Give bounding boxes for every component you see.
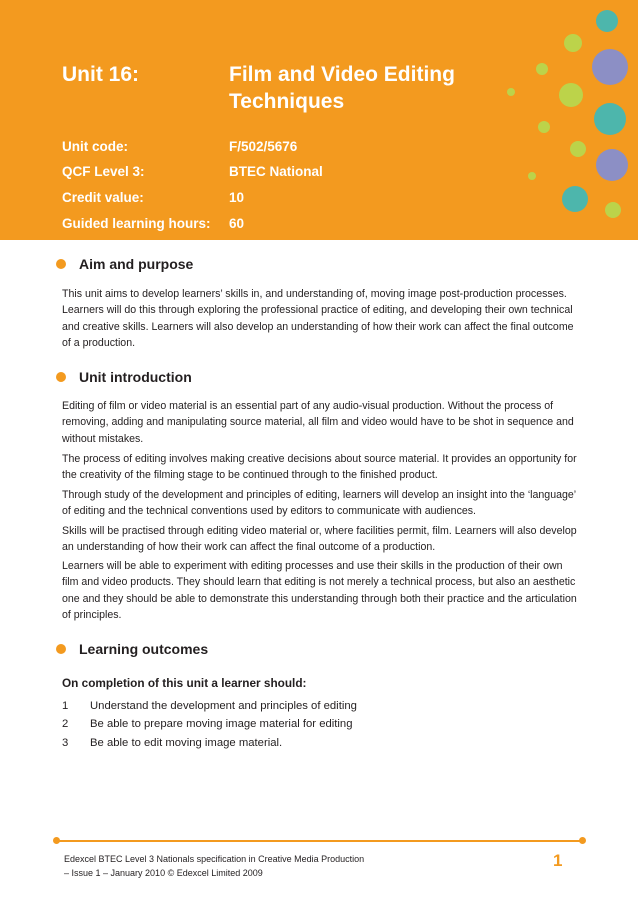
bullet-icon (56, 644, 66, 654)
outcome-number: 3 (62, 737, 69, 749)
decor-dot (592, 49, 628, 85)
decor-dot (507, 88, 515, 96)
intro-paragraph-3: Through study of the development and principles of editing, learners will develop an insight into the ‘language’ of editing and the technical conventions used by editors to communicate with audiences. (62, 489, 576, 518)
guided-hours-label: Guided learning hours: (62, 216, 211, 231)
guided-hours-value: 60 (229, 216, 245, 231)
decor-dot (559, 83, 583, 107)
outcome-item (62, 737, 282, 749)
outcomes-lead: On completion of this unit a learner should: (62, 676, 307, 690)
unit-number: Unit 16: (62, 63, 140, 86)
footer-line-2: – Issue 1 – January 2010 © Edexcel Limited 2009 (64, 868, 263, 878)
credit-value-value: 10 (229, 190, 245, 205)
intro-heading-text: Unit introduction (79, 369, 192, 385)
unit-code-label: Unit code: (62, 139, 128, 154)
aim-text: This unit aims to develop learners’ skills in, and understanding of, moving image post-production processes. Learners will do this through exploring the professional practice of editing, and developing their own technical and creative skills. Learners will also develop an understanding of how their work can affect the final outcome of a production. (62, 288, 574, 350)
qcf-level-label: QCF Level 3: (62, 164, 145, 179)
footer-dot-right (579, 837, 586, 844)
qcf-level-value: BTEC National (229, 164, 323, 179)
outcome-item (62, 718, 352, 730)
decor-dot (564, 34, 582, 52)
unit-code-value: F/502/5676 (229, 139, 298, 154)
bullet-icon (56, 372, 66, 382)
unit-title-line-2: Techniques (229, 90, 345, 113)
outcome-number: 1 (62, 700, 69, 712)
intro-paragraph-2: The process of editing involves making creative decisions about source material. It provides an opportunity for the creativity of the filming stage to be continued through to the finished product. (62, 453, 577, 482)
outcome-number: 2 (62, 718, 69, 730)
outcomes-heading (56, 641, 208, 657)
aim-heading (56, 256, 193, 272)
decor-dot (536, 63, 548, 75)
footer-divider (57, 840, 582, 842)
outcome-text: Understand the development and principles of editing (90, 700, 357, 712)
decor-dot (594, 103, 626, 135)
intro-paragraph-5: Learners will be able to experiment with editing processes and use their skills in the production of their own film and video products. They should learn that editing is not merely a technical process, but also an aesthetic one and they should be able to demonstrate this understanding through both their practice and the articulation of principles. (62, 560, 577, 622)
footer-dot-left (53, 837, 60, 844)
bullet-icon (56, 259, 66, 269)
intro-heading (56, 369, 192, 385)
outcomes-heading-text: Learning outcomes (79, 641, 209, 657)
page-number: 1 (553, 851, 563, 870)
aim-heading-text: Aim and purpose (79, 256, 194, 272)
footer-text (64, 852, 364, 880)
footer-line-1: Edexcel BTEC Level 3 Nationals specification in Creative Media Production (64, 854, 365, 864)
outcome-text: Be able to edit moving image material. (90, 737, 283, 749)
decor-dot (596, 10, 618, 32)
intro-paragraph-1: Editing of film or video material is an essential part of any audio-visual production. Without the process of removing, adding and manipulating source material, all film and video would have to be shot in sequence and without mistakes. (62, 400, 574, 445)
decor-dot (528, 172, 536, 180)
intro-paragraph-4: Skills will be practised through editing video material or, where facilities permit, film. Learners will also develop an understanding of how their work can affect the final outcome of a production. (62, 525, 577, 554)
credit-value-label: Credit value: (62, 190, 144, 205)
decor-dot (562, 186, 588, 212)
decor-dot (538, 121, 550, 133)
decor-dot (605, 202, 621, 218)
unit-title-line-1: Film and Video Editing (229, 63, 455, 86)
decor-dot (570, 141, 586, 157)
decor-dot (596, 149, 628, 181)
header-banner (0, 0, 638, 240)
outcome-text: Be able to prepare moving image material for editing (90, 718, 353, 730)
outcome-item (62, 700, 357, 712)
